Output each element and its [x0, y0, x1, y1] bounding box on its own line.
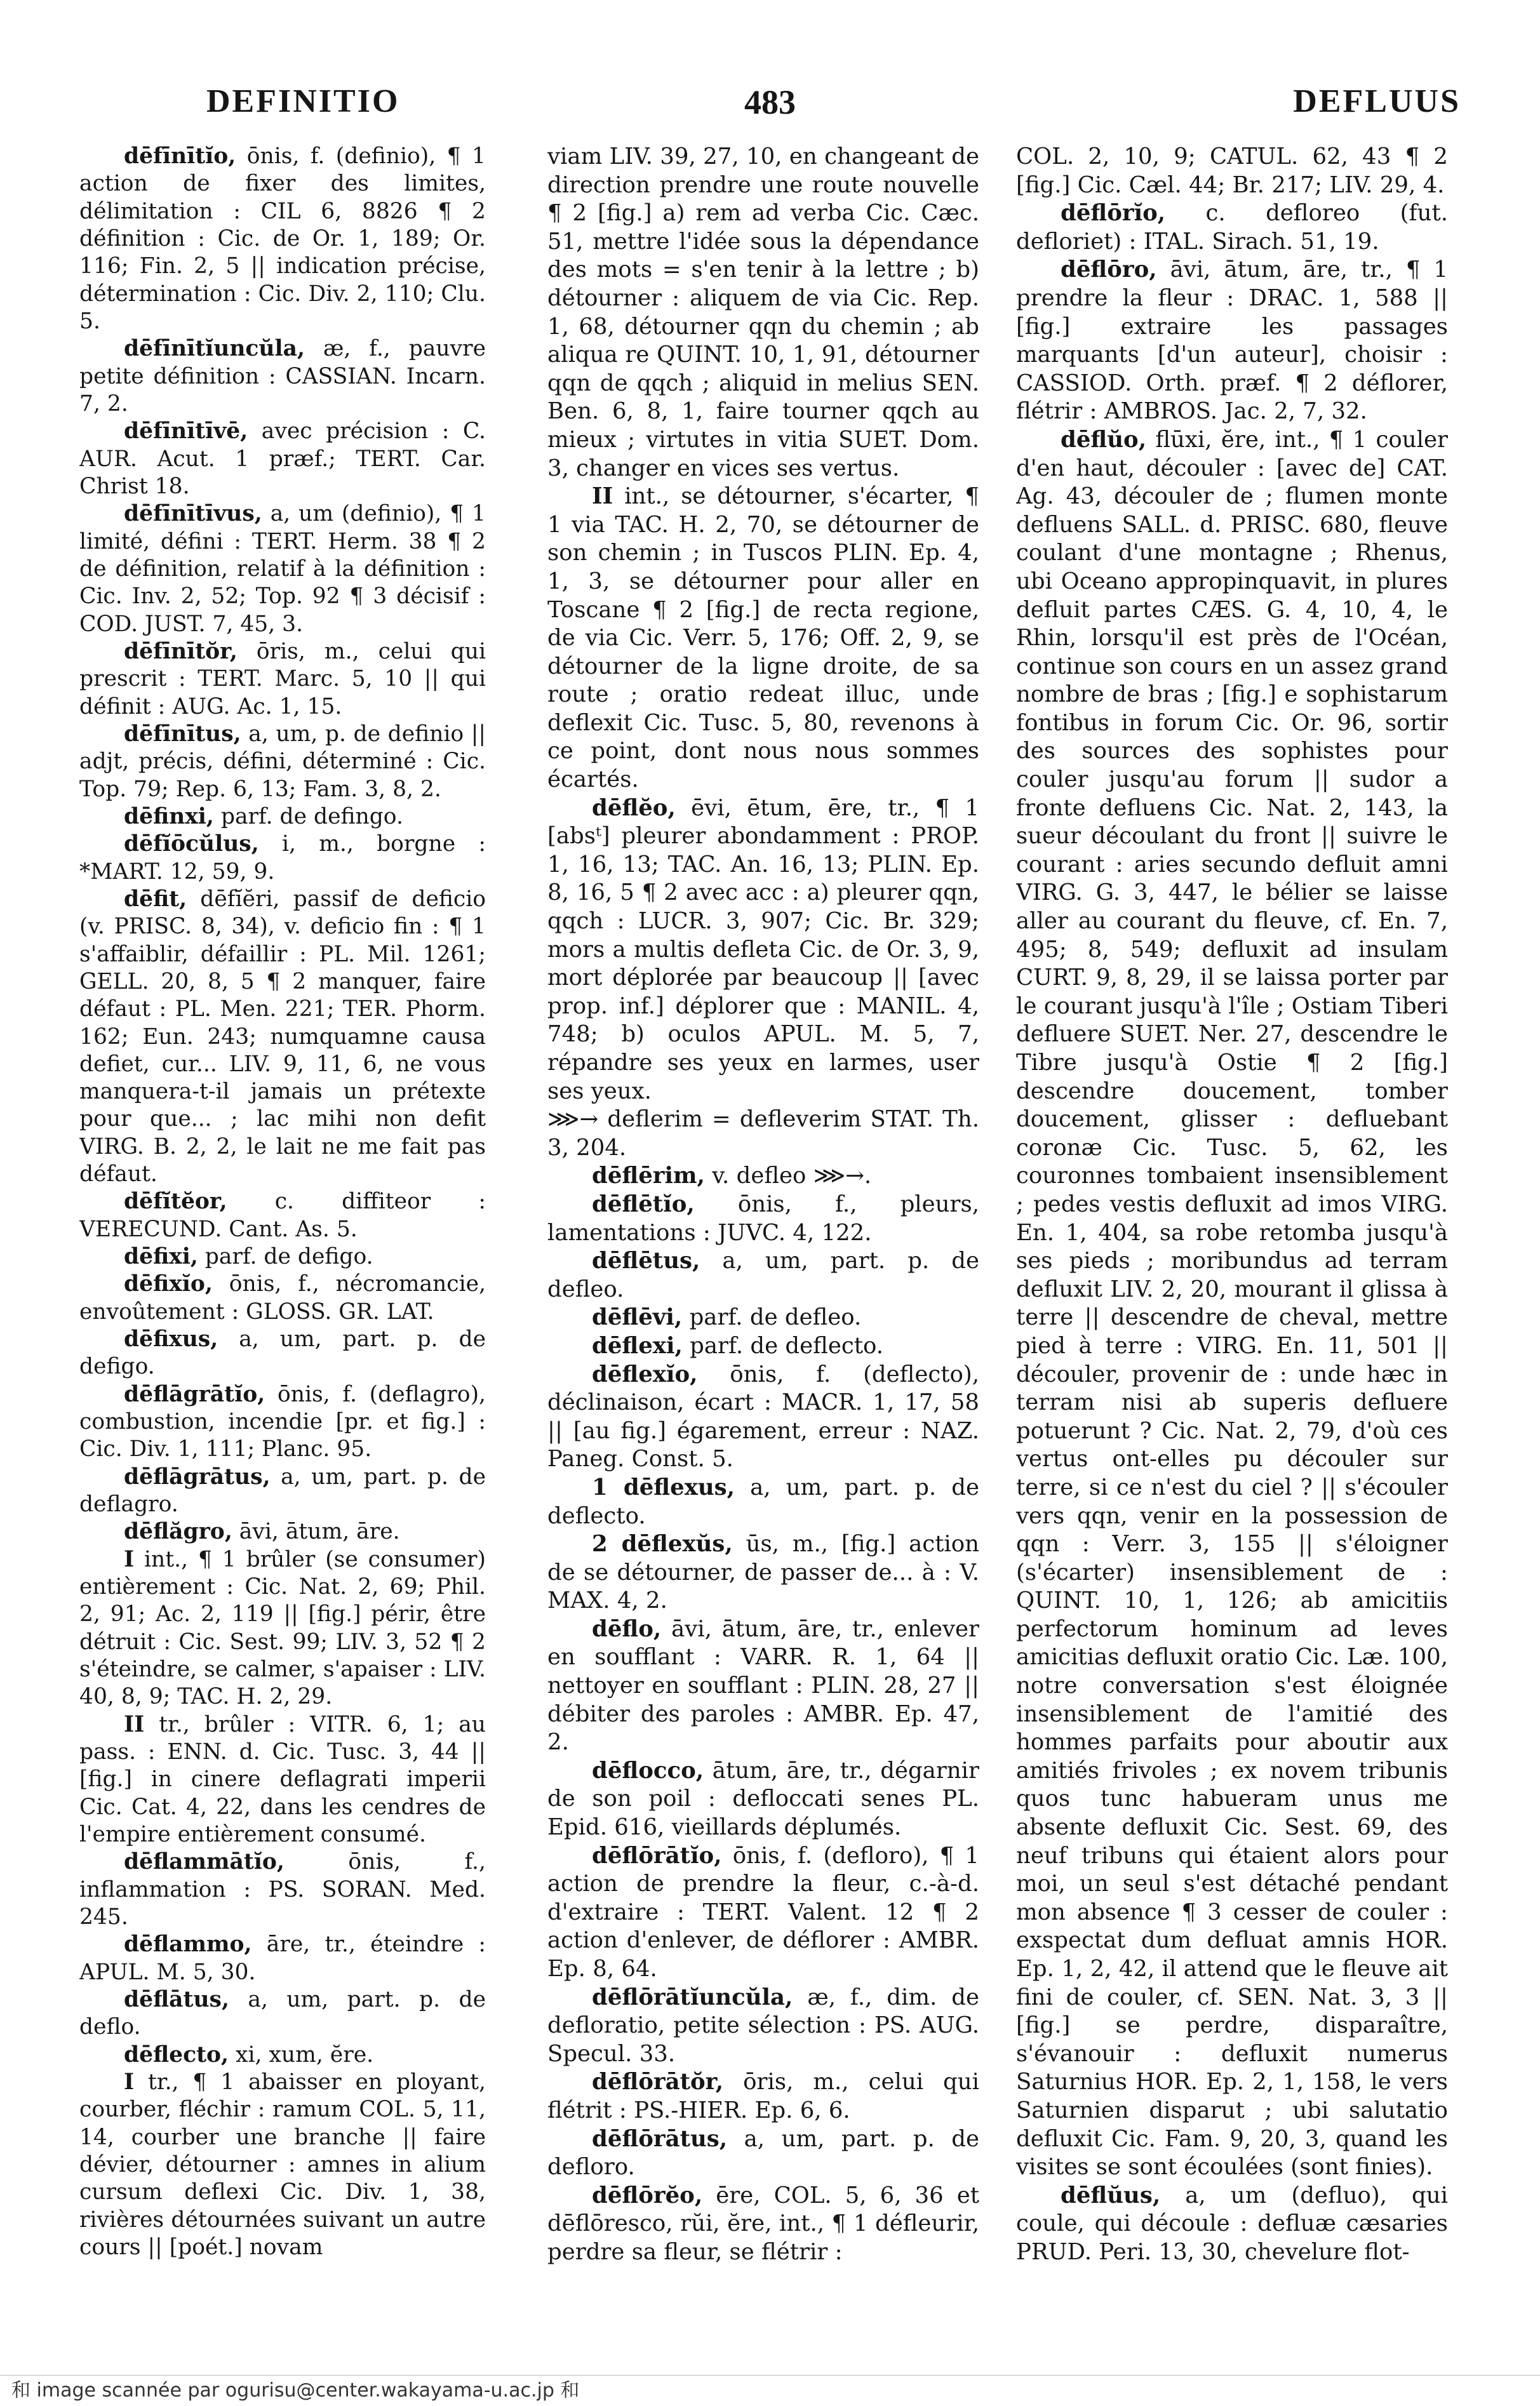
dictionary-entry	[79, 831, 486, 886]
entry-text: a, um, part. p. de deflagro.	[79, 1464, 486, 1518]
page-number: 483	[744, 83, 796, 121]
dictionary-entry	[547, 1530, 979, 1615]
entry-headword: dēflōro,	[1061, 257, 1157, 283]
entry-headword: dēflecto,	[124, 2042, 229, 2068]
entry-headword: dēflātus,	[124, 1986, 229, 2012]
dictionary-entry	[79, 2069, 486, 2261]
entry-text: ūs, m., [fig.] action de se détourner, de passer de... à : V. MAX. 4, 2.	[547, 1531, 979, 1614]
entry-text: int., se détourner, s'écarter, ¶ 1 via TAC. H. 2, 70, se détourner de son chemin ; in Tuscos PLIN. Ep. 4, 1, 3, se détourner pour aller en Toscane ¶ 2 [fig.] de recta regione, de via Cic. Verr. 5, 176; Off. 2, 9, se détourner de la ligne droite, de sa route ; oratio redeat illuc, unde deflexit Cic. Tusc. 5, 80, revenons à ce point, dont nous nous sommes écartés.	[547, 483, 979, 793]
entry-headword: dēflōrātĭo,	[592, 1842, 722, 1869]
entry-headword: dēflōrātŏr,	[592, 2069, 724, 2095]
dictionary-entry	[79, 1986, 486, 2042]
entry-headword: dēflammo,	[124, 1932, 252, 1958]
entry-text: avec précision : C. AUR. Acut. 1 præf.; TERT. Car. Christ 18.	[79, 418, 486, 499]
entry-headword: 1 dēflexus,	[592, 1474, 735, 1500]
dictionary-entry	[1016, 2182, 1448, 2267]
entry-text: a, um (defluo), qui coule, qui découle : defluæ cæsaries PRUD. Peri. 13, 30, chevelure flot-	[1016, 2182, 1448, 2265]
entry-headword: dēfīnītŏr,	[124, 638, 238, 664]
dictionary-entry	[547, 2068, 979, 2125]
column-2	[547, 143, 979, 2327]
entry-text: āvi, ātum, āre.	[232, 1519, 400, 1545]
entry-text: flūxi, ĕre, int., ¶ 1 couler d'en haut, découler : [avec de] CAT. Ag. 43, découler de ; flumen monte defluens SALL. d. PRISC. 680, fleuve coulant d'une montagne ; Rhenus, ubi Oceano appropinquavit, in plures defluit partes CÆS. G. 4, 10, 4, le Rhin, lorsqu'il est près de l'Océan, continue son cours en un assez grand nombre de bras ; [fig.] e sophistarum fontibus in forum Cic. Or. 96, sortir des sources des sophistes pour couler jusqu'au forum || sudor a fronte defluens Cic. Nat. 2, 143, la sueur découlant du front || suivre le courant : aries secundo defluit amni VIRG. G. 3, 447, le bélier se laisse aller au courant du fleuve, cf. En. 7, 495; 8, 549; defluxit ad insulam CURT. 9, 8, 29, il se laissa porter par le courant jusqu'à l'île ; Ostiam Tiberi defluere SUET. Ner. 27, descendre le Tibre jusqu'à Ostie ¶ 2 [fig.] descendre doucement, tomber doucement, glisser : defluebant coronæ Cic. Tusc. 5, 62, les couronnes tombaient insensiblement ; pedes vestis defluxit ad imos VIRG. En. 1, 404, sa robe retomba jusqu'à ses pieds ; moribundus ad terram defluxit LIV. 2, 20, mourant il glissa à terre || descendre de cheval, mettre pied à terre : VIRG. En. 11, 501 || découler, provenir de : unde hæc in terram nisi ab superis defluere potuerunt ? Cic. Nat. 2, 79, d'où ces vertus ont-elles pu découler sur terre, si ce n'est du ciel ? || s'écouler vers qqn, venir en la possession de qqn : Verr. 3, 155 || s'éloigner (s'écarter) insensiblement de : QUINT. 10, 1, 126; ab amicitiis perfectorum hominum ad leves amicitias defluxit oratio Cic. Læ. 100, notre conversation s'est éloignée insensiblement de l'amitié des hommes parfaits pour aboutir aux amitiés frivoles ; ex novem tribunis quos tunc habueram unus me absente defluxit Cic. Sest. 69, des neuf tribuns qui étaient alors pour moi, un seul s'est détaché pendant mon absence ¶ 3 cesser de couler : exspectat dum defluat amnis HOR. Ep. 1, 2, 42, il attend que le fleuve ait fini de couler, cf. SEN. Nat. 3, 3 || [fig.] se perdre, disparaître, s'évanouir : defluxit numerus Saturnius HOR. Ep. 2, 1, 158, le vers Saturnien disparut ; ubi salutatio defluxit Cic. Fam. 9, 20, 3, quand les visites se sont écoulées (sont finies).	[1016, 426, 1448, 2181]
entry-text: ōris, m., celui qui prescrit : TERT. Marc. 5, 10 || qui définit : AUG. Ac. 1, 15.	[79, 638, 486, 719]
entry-text: a, um (definio), ¶ 1 limité, défini : TERT. Herm. 38 ¶ 2 de définition, relatif à la définition : Cic. Inv. 2, 52; Top. 92 ¶ 3 décisif : COD. JUST. 7, 45, 3.	[79, 501, 486, 637]
entry-headword: dēfĭtĕor,	[124, 1189, 227, 1215]
dictionary-entry	[79, 803, 486, 831]
dictionary-entry	[79, 886, 486, 1189]
dictionary-entry	[79, 721, 486, 803]
entry-headword: dēflĕo,	[592, 794, 676, 821]
dictionary-entry	[79, 1271, 486, 1326]
entry-text: a, um, p. de definio || adjt, précis, défini, déterminé : Cic. Top. 79; Rep. 6, 13; Fam. 3, 8, 2.	[79, 721, 486, 802]
entry-headword: dēflocco,	[592, 1757, 704, 1784]
entry-text: a, um, part. p. de defleo.	[547, 1248, 979, 1302]
entry-text: v. defleo ⋙→.	[704, 1163, 872, 1189]
dictionary-entry	[547, 1842, 979, 1984]
entry-text: ōnis, f. (definio), ¶ 1 action de fixer des limites, délimitation : CIL 6, 8826 ¶ 2 définition : Cic. de Or. 1, 189; Or. 116; Fin. 2, 5 || indication précise, détermination : Cic. Div. 2, 110; Clu. 5.	[79, 144, 486, 334]
dictionary-entry	[79, 143, 486, 335]
entry-text: parf. de deflecto.	[682, 1332, 884, 1359]
entry-text: æ, f., dim. de defloratio, petite sélection : PS. AUG. Specul. 33.	[547, 1984, 979, 2067]
entry-headword: dēfixus,	[124, 1327, 218, 1353]
dictionary-entry	[79, 1518, 486, 1546]
entry-text: a, um, part. p. de deflecto.	[547, 1474, 979, 1529]
column-3	[1016, 143, 1448, 2327]
dictionary-entry	[547, 1615, 979, 1757]
entry-headword: dēfīnītĭuncŭla,	[124, 336, 305, 362]
entry-headword: dēfīnītīvus,	[124, 501, 262, 527]
page-header	[79, 76, 1461, 133]
left-running-head: DEFINITIO	[206, 83, 400, 119]
entry-text: ēre, COL. 5, 6, 36 et dēflōresco, rŭi, ĕre, int., ¶ 1 défleurir, perdre sa fleur, se flétrir :	[547, 2182, 979, 2265]
entry-text: ōnis, f., pleurs, lamentations : JUVC. 4, 122.	[547, 1191, 979, 1246]
dictionary-entry	[547, 1304, 979, 1332]
entry-text: āvi, ātum, āre, tr., enlever en soufflant : VARR. R. 1, 64 || nettoyer en soufflant : PLIN. 28, 27 || débiter des paroles : AMBR. Ep. 47, 2.	[547, 1615, 979, 1756]
entry-text: tr., brûler : VITR. 6, 1; au pass. : ENN. d. Cic. Tusc. 3, 44 || [fig.] in cinere deflagrati imperii Cic. Cat. 4, 22, dans les cendres de l'empire entièrement consumé.	[79, 1711, 486, 1848]
entry-headword: dēfīnītĭo,	[124, 144, 236, 169]
entry-headword: dēfixĭo,	[124, 1271, 213, 1297]
entry-text: a, um, part. p. de defloro.	[547, 2125, 979, 2181]
entry-headword: dēflŭo,	[1061, 426, 1147, 453]
entry-text: ōnis, f., nécromancie, envoûtement : GLOSS. GR. LAT.	[79, 1271, 486, 1325]
entry-headword: dēflāgrātĭo,	[124, 1381, 265, 1407]
entry-headword: dēflōrātus,	[592, 2125, 728, 2152]
dictionary-entry	[79, 1711, 486, 1849]
entry-text: ōnis, f. (deflecto), déclinaison, écart : MACR. 1, 17, 58 || [au fig.] égarement, erreur : NAZ. Paneg. Const. 5.	[547, 1361, 979, 1473]
dictionary-entry	[547, 2182, 979, 2267]
dictionary-entry	[547, 1361, 979, 1474]
entry-text: ōnis, f. (deflagro), combustion, incendie [pr. et fig.] : Cic. Div. 1, 111; Planc. 95.	[79, 1381, 486, 1462]
entry-text: ōris, m., celui qui flétrit : PS.-HIER. Ep. 6, 6.	[547, 2069, 979, 2123]
entry-headword: dēfīnītīvē,	[124, 418, 248, 444]
entry-headword: dēfixi,	[124, 1244, 198, 1270]
entry-headword: dēflammātĭo,	[124, 1849, 285, 1875]
dictionary-entry	[79, 638, 486, 721]
dictionary-entry	[79, 1381, 486, 1464]
dictionary-entry	[547, 1757, 979, 1842]
entry-headword: dēflētus,	[592, 1248, 700, 1274]
dictionary-entry	[1016, 256, 1448, 426]
entry-text: xi, xum, ĕre.	[229, 2042, 374, 2068]
dictionary-entry	[1016, 426, 1448, 2182]
dictionary-entry	[79, 1243, 486, 1271]
entry-headword: II	[592, 483, 613, 510]
dictionary-entry	[547, 1332, 979, 1361]
entry-text: c. diffiteor : VERECUND. Cant. As. 5.	[79, 1189, 486, 1242]
entry-text: āvi, ātum, āre, tr., ¶ 1 prendre la fleur : DRAC. 1, 588 || [fig.] extraire les passages marquants [d'un auteur], choisir : CASSIOD. Orth. præf. ¶ 2 déflorer, flétrir : AMBROS. Jac. 2, 7, 32.	[1016, 257, 1448, 425]
entry-headword: dēflōrĕo,	[592, 2182, 703, 2209]
entry-text: i, m., borgne : *MART. 12, 59, 9.	[79, 831, 486, 885]
entry-headword: dēfīnītus,	[124, 721, 241, 747]
dictionary-entry	[79, 1464, 486, 1519]
dictionary-entry	[547, 1247, 979, 1304]
entry-headword: II	[124, 1711, 145, 1737]
entry-text: COL. 2, 10, 9; CATUL. 62, 43 ¶ 2 [fig.] Cic. Cæl. 44; Br. 217; LIV. 29, 4.	[1016, 144, 1448, 198]
dictionary-entry	[1016, 199, 1448, 256]
dictionary-entry	[547, 1474, 979, 1530]
dictionary-entry	[79, 1931, 486, 1986]
entry-headword: dēflērim,	[592, 1163, 705, 1189]
entry-text: a, um, part. p. de deflo.	[79, 1986, 486, 2040]
dictionary-entry	[547, 1106, 979, 1162]
dictionary-entry	[79, 335, 486, 418]
right-running-head: DEFLUUS	[1293, 83, 1461, 119]
dictionary-entry	[79, 1546, 486, 1711]
entry-text: dēfĭĕri, passif de deficio (v. PRISC. 8, 34), v. deficio fin : ¶ 1 s'affaiblir, défaillir : PL. Mil. 1261; GELL. 20, 8, 5 ¶ 2 manquer, faire défaut : PL. Men. 221; TER. Phorm. 162; Eun. 243; numquamne causa defiet, cur... LIV. 9, 11, 6, ne vous manquera-t-il jamais un prétexte pour que... ; lac mihi non defit VIRG. B. 2, 2, le lait ne me fait pas défaut.	[79, 886, 486, 1187]
dictionary-entry	[79, 500, 486, 638]
entry-headword: dēfĭōcŭlus,	[124, 831, 259, 857]
entry-text: ātum, āre, tr., dégarnir de son poil : defloccati senes PL. Epid. 616, vieillards déplumés.	[547, 1757, 979, 1841]
entry-text: parf. de defleo.	[682, 1304, 862, 1331]
entry-headword: dēflo,	[592, 1615, 662, 1642]
entry-headword: dēfit,	[124, 886, 187, 912]
entry-headword: dēflōrĭo,	[1061, 200, 1166, 227]
dictionary-entry	[79, 418, 486, 500]
entry-text: āre, tr., éteindre : APUL. M. 5, 30.	[79, 1932, 486, 1985]
dictionary-entry	[547, 794, 979, 1106]
dictionary-entry	[1016, 143, 1448, 199]
entry-headword: dēfinxi,	[124, 803, 214, 829]
entry-text: viam LIV. 39, 27, 10, en changeant de direction prendre une route nouvelle ¶ 2 [fig.] a) rem ad verba Cic. Cæc. 51, mettre l'idée sous la dépendance des mots = s'en tenir à la lettre ; b) détourner : aliquem de via Cic. Rep. 1, 68, détourner qqn du chemin ; ab aliqua re QUINT. 10, 1, 91, détourner qqn de qqch ; aliquid in melius SEN. Ben. 6, 8, 1, faire tourner qqch au mieux ; virtutes in vitia SUET. Dom. 3, changer en vices ses vertus.	[547, 144, 979, 481]
column-1	[79, 143, 486, 2327]
dictionary-entry	[547, 483, 979, 794]
dictionary-entry	[547, 1984, 979, 2069]
entry-text: ⋙→ deflerim = defleverim STAT. Th. 3, 204.	[547, 1106, 979, 1161]
entry-headword: I	[124, 2069, 135, 2095]
entry-headword: dēflăgro,	[124, 1519, 232, 1545]
entry-headword: dēflōrātĭuncŭla,	[592, 1984, 793, 2010]
entry-headword: dēflētĭo,	[592, 1191, 695, 1217]
entry-text: int., ¶ 1 brûler (se consumer) entièrement : Cic. Nat. 2, 69; Phil. 2, 91; Ac. 2, 119 || [fig.] périr, être détruit : Cic. Sest. 99; LIV. 3, 52 ¶ 2 s'éteindre, se calmer, s'apaiser : LIV. 40, 8, 9; TAC. H. 2, 29.	[79, 1546, 486, 1710]
entry-headword: dēflŭus,	[1061, 2182, 1161, 2209]
entry-headword: I	[124, 1546, 135, 1572]
entry-text: æ, f., pauvre petite définition : CASSIAN. Incarn. 7, 2.	[79, 336, 486, 417]
entry-text: ōnis, f., inflammation : PS. SORAN. Med. 245.	[79, 1849, 486, 1930]
entry-headword: dēflēvi,	[592, 1304, 683, 1331]
entry-text: a, um, part. p. de defigo.	[79, 1327, 486, 1380]
entry-text: ēvi, ētum, ēre, tr., ¶ 1 [absᵗ] pleurer abondamment : PROP. 1, 16, 13; TAC. An. 16, 13; PLIN. Ep. 8, 16, 5 ¶ 2 avec acc : a) pleurer qqn, qqch : LUCR. 3, 907; Cic. Br. 329; mors a multis defleta Cic. de Or. 3, 9, mort déplorée par beaucoup || [avec prop. inf.] déplorer que : MANIL. 4, 748; b) oculos APUL. M. 5, 7, répandre ses yeux en larmes, user ses yeux.	[547, 794, 979, 1104]
entry-headword: dēflexi,	[592, 1332, 683, 1359]
dictionary-entry	[79, 1326, 486, 1381]
entry-text: parf. de defigo.	[198, 1244, 373, 1270]
entry-text: c. defloreo (fut. defloriet) : ITAL. Sirach. 51, 19.	[1016, 200, 1448, 255]
entry-headword: dēflexĭo,	[592, 1361, 698, 1387]
dictionary-entry	[79, 1188, 486, 1243]
entry-text: tr., ¶ 1 abaisser en ployant, courber, fléchir : ramum COL. 5, 11, 14, courber une branche || faire dévier, détourner : amnes in alium cursum deflexi Cic. Div. 1, 38, rivières détournées suivant un autre cours || [poét.] novam	[79, 2069, 486, 2260]
scan-credit-footer: 和 image scannée par ogurisu@center.wakayama-u.ac.jp 和	[0, 2375, 1540, 2405]
dictionary-entry	[79, 1848, 486, 1931]
entry-headword: 2 dēflexŭs,	[592, 1531, 733, 1558]
dictionary-entry	[547, 1162, 979, 1191]
dictionary-entry	[547, 143, 979, 483]
entry-headword: dēflāgrātus,	[124, 1464, 271, 1490]
dictionary-entry	[547, 1191, 979, 1247]
dictionary-entry	[547, 2125, 979, 2182]
dictionary-entry	[79, 2042, 486, 2069]
entry-text: parf. de defingo.	[213, 803, 403, 829]
entry-text: ōnis, f. (defloro), ¶ 1 action de prendre la fleur, c.-à-d. d'extraire : TERT. Valent. 12 ¶ 2 action d'enlever, de déflorer : AMBR. Ep. 8, 64.	[547, 1842, 979, 1982]
